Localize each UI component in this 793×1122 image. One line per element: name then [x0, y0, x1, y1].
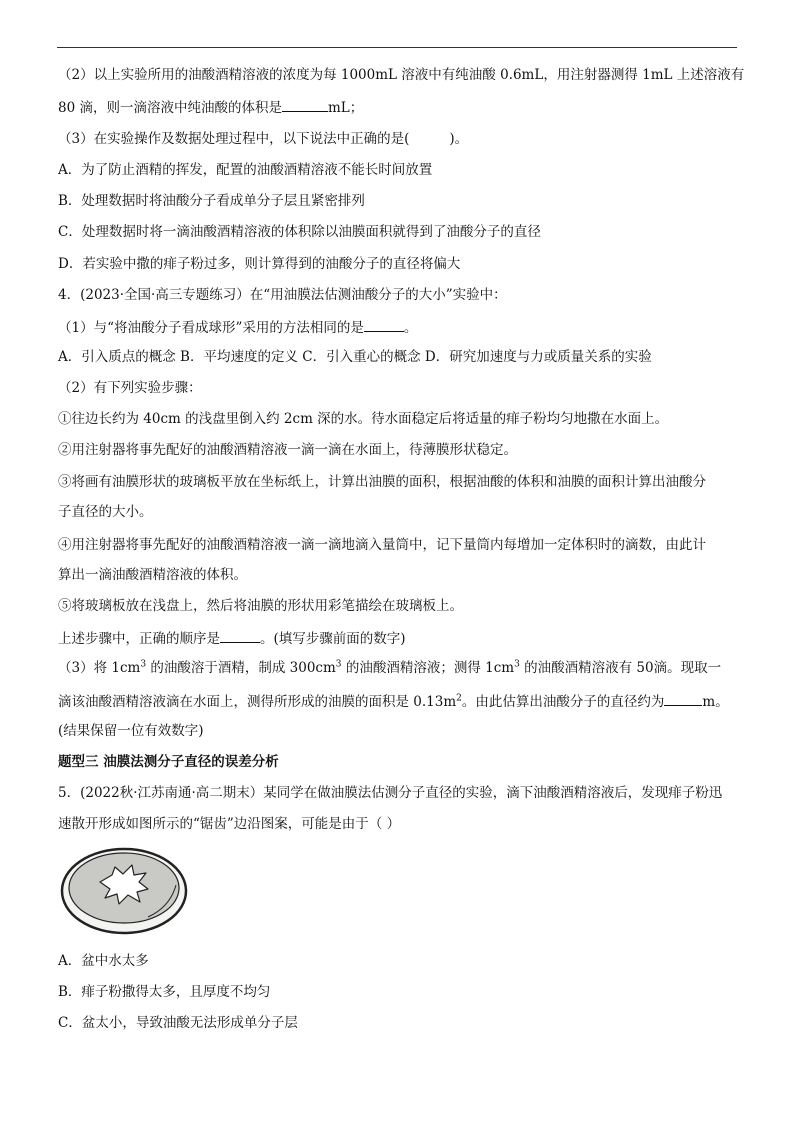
answer-blank[interactable]: [220, 628, 260, 643]
q3-option-a: A．为了防止酒精的挥发，配置的油酸酒精溶液不能长时间放置: [58, 162, 433, 178]
q4-step-1: ①往边长约为 40cm 的浅盘里倒入约 2cm 深的水。待水面稳定后将适量的痱子粉均匀地撒在水面上。: [58, 411, 669, 427]
answer-blank[interactable]: [664, 691, 702, 706]
q5-line2: 速散开形成如图所示的“锯齿”边沿图案，可能是由于（ ）: [58, 816, 401, 832]
q3-sub2-line2: 80 滴，则一滴溶液中纯油酸的体积是 mL；: [58, 97, 363, 117]
q4-sub1: （1）与“将油酸分子看成球形”采用的方法相同的是 。: [58, 317, 417, 337]
section-title: 题型三 油膜法测分子直径的误差分析: [58, 754, 279, 770]
dish-figure: [60, 845, 188, 935]
q4-step-2: ②用注射器将事先配好的油酸酒精溶液一滴一滴在水面上，待薄膜形状稳定。: [58, 442, 517, 458]
q3-option-c: C．处理数据时将一滴油酸酒精溶液的体积除以油膜面积就得到了油酸分子的直径: [58, 224, 541, 240]
q4-step-4-cont: 算出一滴油酸酒精溶液的体积。: [58, 567, 247, 583]
q4-sub3-line3: (结果保留一位有效数字): [58, 723, 204, 739]
q5-option-b: B．痱子粉撒得太多，且厚度不均匀: [58, 984, 271, 1000]
q5-line1: 5．(2022秋·江苏南通·高二期末）某同学在做油膜法估测分子直径的实验，滴下油酸酒精溶液后，发现痱子粉迅: [58, 785, 723, 801]
q3-option-b: B．处理数据时将油酸分子看成单分子层且紧密排列: [58, 193, 365, 209]
q4-step-3-cont: 子直径的大小。: [58, 504, 153, 520]
q4-step-5: ⑤将玻璃板放在浅盘上，然后将油膜的形状用彩笔描绘在玻璃板上。: [58, 598, 463, 614]
q3-sub2-line1: （2）以上实验所用的油酸酒精溶液的浓度为每 1000mL 溶液中有纯油酸 0.6mL，用注射器测得 1mL 上述溶液有: [58, 67, 745, 83]
q4-sub1-options: A．引入质点的概念 B．平均速度的定义 C．引入重心的概念 D．研究加速度与力或质量关系的实验: [58, 349, 652, 365]
q3-option-d: D．若实验中撒的痱子粉过多，则计算得到的油酸分子的直径将偏大: [58, 256, 461, 272]
answer-blank[interactable]: [364, 317, 404, 332]
answer-blank[interactable]: [282, 97, 328, 112]
q4-order: 上述步骤中，正确的顺序是 。(填写步骤前面的数字): [58, 628, 406, 648]
q4-sub3-line2: 滴该油酸酒精溶液滴在水面上，测得所形成的油膜的面积是 $0.13m^2$。由此估算出油酸分子的直径约为 m。: [58, 691, 729, 711]
q4-sub3-line1: （3）将 $1cm^3$ 的油酸溶于酒精，制成 $300cm^3$ 的油酸酒精溶液；测得 $1cm^3$ 的油酸酒精溶液有 50滴。现取一: [58, 659, 722, 676]
q3-sub3-stem: （3）在实验操作及数据处理过程中，以下说法中正确的是( )。: [58, 131, 469, 147]
header-rule: [57, 47, 737, 48]
q5-option-c: C．盆太小，导致油酸无法形成单分子层: [58, 1015, 298, 1031]
q4-sub2-stem: （2）有下列实验步骤：: [58, 380, 202, 396]
q4-header: 4．(2023·全国·高三专题练习）在“用油膜法估测油酸分子的大小”实验中：: [58, 287, 507, 303]
q4-step-4: ④用注射器将事先配好的油酸酒精溶液一滴一滴地滴入量筒中，记下量筒内每增加一定体积时的滴数，由此计: [58, 537, 706, 553]
q5-option-a: A．盆中水太多: [58, 953, 149, 969]
q4-step-3: ③将画有油膜形状的玻璃板平放在坐标纸上，计算出油膜的面积，根据油酸的体积和油膜的面积计算出油酸分: [58, 474, 706, 490]
